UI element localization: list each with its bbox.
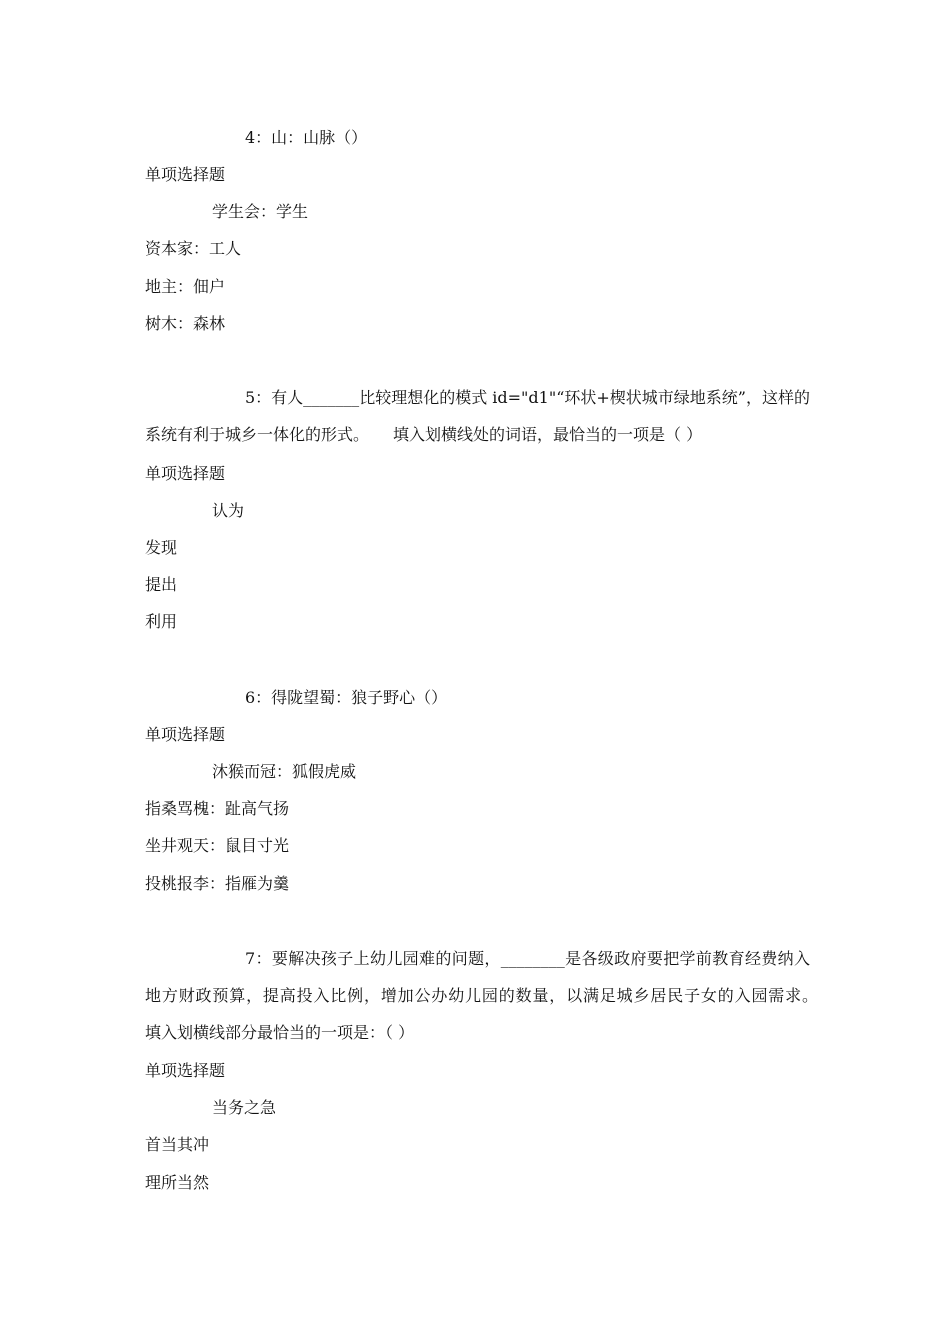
question-7-option-a: 当务之急 bbox=[212, 1098, 277, 1117]
question-7-option-c: 理所当然 bbox=[145, 1173, 210, 1192]
question-5-option-d: 利用 bbox=[145, 612, 178, 631]
question-7-stem: 7：要解决孩子上幼儿园难的问题，________是各级政府要把学前教育经费纳入地方财政预算，提高投入比例，增加公办幼儿园的数量，以满足城乡居民子女的入园需求。 填入划横线部分最恰当的一项是：（ ） bbox=[145, 949, 843, 1042]
question-5-stem: 5：有人_______比较理想化的模式 id="d1"“环状+楔状城市绿地系统”，这样的系统有利于城乡一体化的形式。 填入划横线处的词语，最恰当的一项是（ ） bbox=[145, 388, 810, 444]
question-7-option-b: 首当其冲 bbox=[145, 1135, 210, 1154]
question-4-option-d: 树木：森林 bbox=[145, 314, 226, 333]
question-6-stem: 6：得陇望蜀：狼子野心（） bbox=[245, 688, 448, 707]
question-4-stem: 4：山：山脉（） bbox=[245, 128, 368, 147]
question-5-option-a: 认为 bbox=[212, 501, 245, 520]
question-5-option-c: 提出 bbox=[145, 575, 178, 594]
question-4-option-b: 资本家：工人 bbox=[145, 239, 242, 258]
question-6-option-d: 投桃报李：指雁为羹 bbox=[145, 874, 290, 893]
question-6-option-a: 沐猴而冠：狐假虎威 bbox=[212, 762, 357, 781]
question-6-option-c: 坐井观天：鼠目寸光 bbox=[145, 836, 290, 855]
question-7-type: 单项选择题 bbox=[145, 1061, 226, 1080]
question-4-option-a: 学生会：学生 bbox=[212, 202, 309, 221]
question-6-option-b: 指桑骂槐：趾高气扬 bbox=[145, 799, 290, 818]
question-5-option-b: 发现 bbox=[145, 538, 178, 557]
question-6-type: 单项选择题 bbox=[145, 725, 226, 744]
question-5-type: 单项选择题 bbox=[145, 464, 226, 483]
question-4-type: 单项选择题 bbox=[145, 165, 226, 184]
question-4-option-c: 地主：佃户 bbox=[145, 277, 226, 296]
